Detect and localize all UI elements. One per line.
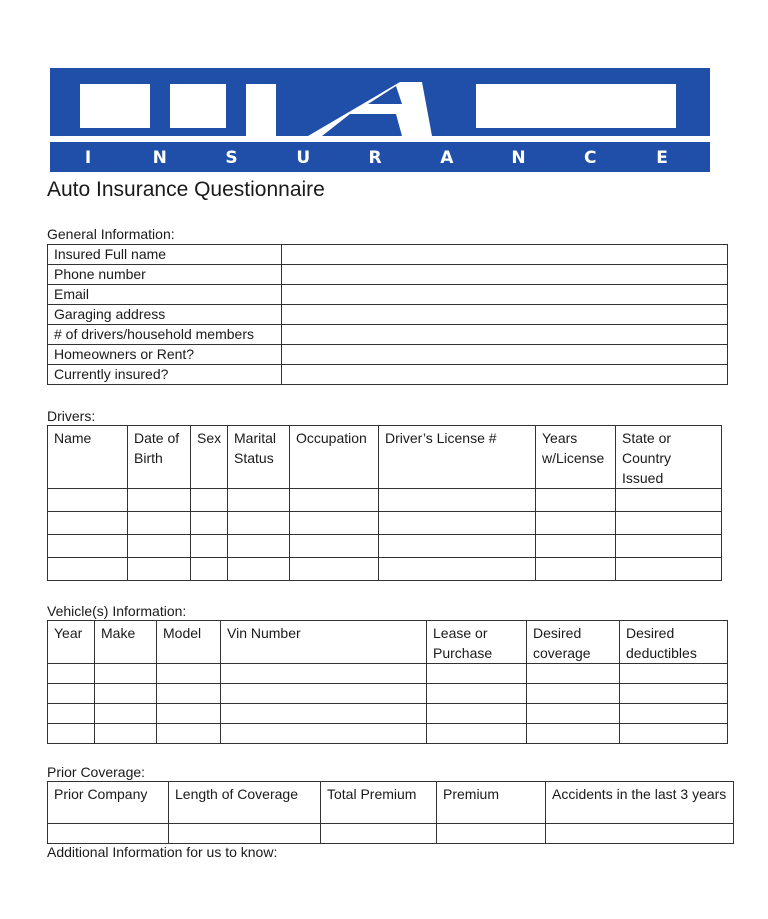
- vehicles-cell[interactable]: [157, 724, 221, 744]
- prior-cell[interactable]: [321, 824, 437, 844]
- general-info-table: [47, 244, 728, 385]
- vehicles-column-header: Vin Number: [221, 621, 427, 664]
- drivers-cell[interactable]: [290, 489, 379, 512]
- drivers-cell[interactable]: [616, 535, 722, 558]
- logo-tagline-letter: N: [511, 148, 526, 168]
- general-field-label: Email: [48, 285, 282, 305]
- drivers-cell[interactable]: [616, 558, 722, 581]
- drivers-cell[interactable]: [48, 558, 128, 581]
- vehicles-cell[interactable]: [221, 704, 427, 724]
- prior-row: [48, 824, 734, 844]
- vehicles-cell[interactable]: [427, 664, 527, 684]
- vehicles-cell[interactable]: [157, 704, 221, 724]
- vehicles-cell[interactable]: [527, 704, 620, 724]
- drivers-section-label: Drivers:: [47, 408, 96, 424]
- vehicles-cell[interactable]: [221, 684, 427, 704]
- general-row: [48, 365, 728, 385]
- drivers-column-header: Sex: [191, 426, 228, 489]
- vehicles-cell[interactable]: [527, 724, 620, 744]
- vehicles-cell[interactable]: [48, 724, 95, 744]
- vehicles-cell[interactable]: [48, 704, 95, 724]
- logo-tagline-letter: S: [225, 148, 238, 168]
- vehicles-row: [48, 664, 728, 684]
- drivers-cell[interactable]: [536, 512, 616, 535]
- drivers-cell[interactable]: [536, 489, 616, 512]
- drivers-cell[interactable]: [379, 512, 536, 535]
- vehicles-cell[interactable]: [221, 724, 427, 744]
- drivers-table: [47, 425, 722, 581]
- general-field-value[interactable]: [282, 245, 728, 265]
- drivers-cell[interactable]: [191, 489, 228, 512]
- vehicles-cell[interactable]: [48, 684, 95, 704]
- prior-column-header: Prior Company: [48, 782, 169, 824]
- prior-column-header: Premium: [437, 782, 546, 824]
- vehicles-cell[interactable]: [620, 664, 728, 684]
- drivers-cell[interactable]: [379, 489, 536, 512]
- drivers-cell[interactable]: [616, 512, 722, 535]
- vehicles-column-header: Lease or Purchase: [427, 621, 527, 664]
- general-field-value[interactable]: [282, 285, 728, 305]
- drivers-cell[interactable]: [128, 535, 191, 558]
- general-row: [48, 325, 728, 345]
- drivers-row: [48, 489, 722, 512]
- general-row: [48, 345, 728, 365]
- vehicles-cell[interactable]: [427, 724, 527, 744]
- vehicles-cell[interactable]: [221, 664, 427, 684]
- vehicles-cell[interactable]: [95, 724, 157, 744]
- general-row: [48, 265, 728, 285]
- drivers-cell[interactable]: [228, 535, 290, 558]
- vehicles-cell[interactable]: [95, 664, 157, 684]
- vehicles-column-header: Year: [48, 621, 95, 664]
- drivers-cell[interactable]: [128, 512, 191, 535]
- drivers-cell[interactable]: [536, 535, 616, 558]
- logo-tagline-letter: N: [152, 148, 167, 168]
- drivers-cell[interactable]: [128, 558, 191, 581]
- mad-insurance-logo: [50, 68, 710, 172]
- drivers-cell[interactable]: [48, 535, 128, 558]
- vehicles-row: [48, 724, 728, 744]
- vehicles-cell[interactable]: [620, 684, 728, 704]
- vehicles-row: [48, 704, 728, 724]
- prior-cell[interactable]: [48, 824, 169, 844]
- prior-cell[interactable]: [546, 824, 734, 844]
- general-field-label: # of drivers/household members: [48, 325, 282, 345]
- general-field-label: Insured Full name: [48, 245, 282, 265]
- vehicles-column-header: Desired coverage: [527, 621, 620, 664]
- vehicles-column-header: Make: [95, 621, 157, 664]
- drivers-column-header: Occupation: [290, 426, 379, 489]
- vehicles-row: [48, 684, 728, 704]
- drivers-cell[interactable]: [191, 558, 228, 581]
- prior-section-label: Prior Coverage:: [47, 764, 146, 780]
- drivers-cell[interactable]: [228, 512, 290, 535]
- prior-column-header: Accidents in the last 3 years: [546, 782, 734, 824]
- general-field-value[interactable]: [282, 365, 728, 385]
- drivers-cell[interactable]: [290, 512, 379, 535]
- logo-tagline-letter: A: [440, 148, 454, 168]
- general-field-value[interactable]: [282, 325, 728, 345]
- general-row: [48, 305, 728, 325]
- prior-column-header: Total Premium: [321, 782, 437, 824]
- drivers-cell[interactable]: [191, 535, 228, 558]
- vehicles-table: [47, 620, 728, 744]
- drivers-cell[interactable]: [290, 535, 379, 558]
- general-field-label: Phone number: [48, 265, 282, 285]
- drivers-cell[interactable]: [228, 558, 290, 581]
- drivers-cell[interactable]: [290, 558, 379, 581]
- prior-cell[interactable]: [169, 824, 321, 844]
- additional-info-label: Additional Information for us to know:: [47, 844, 278, 860]
- prior-coverage-table: [47, 781, 734, 844]
- logo-tagline-letter: U: [296, 148, 311, 168]
- general-field-label: Garaging address: [48, 305, 282, 325]
- vehicles-section-label: Vehicle(s) Information:: [47, 603, 187, 619]
- drivers-column-header: Name: [48, 426, 128, 489]
- drivers-cell[interactable]: [128, 489, 191, 512]
- drivers-row: [48, 535, 722, 558]
- drivers-row: [48, 558, 722, 581]
- drivers-cell[interactable]: [379, 535, 536, 558]
- drivers-cell[interactable]: [228, 489, 290, 512]
- drivers-column-header: Years w/License: [536, 426, 616, 489]
- drivers-column-header: State or Country Issued: [616, 426, 722, 489]
- logo-tagline-letter: C: [584, 148, 597, 168]
- general-field-value[interactable]: [282, 345, 728, 365]
- general-row: [48, 245, 728, 265]
- general-field-label: Currently insured?: [48, 365, 282, 385]
- drivers-cell[interactable]: [191, 512, 228, 535]
- vehicles-cell[interactable]: [427, 704, 527, 724]
- vehicles-cell[interactable]: [95, 704, 157, 724]
- general-field-label: Homeowners or Rent?: [48, 345, 282, 365]
- drivers-cell[interactable]: [379, 558, 536, 581]
- general-section-label: General Information:: [47, 226, 175, 242]
- drivers-column-header: Marital Status: [228, 426, 290, 489]
- general-field-value[interactable]: [282, 305, 728, 325]
- vehicles-cell[interactable]: [620, 704, 728, 724]
- vehicles-column-header: Desired deductibles: [620, 621, 728, 664]
- vehicles-cell[interactable]: [157, 684, 221, 704]
- vehicles-cell[interactable]: [157, 664, 221, 684]
- drivers-cell[interactable]: [48, 489, 128, 512]
- general-row: [48, 285, 728, 305]
- vehicles-cell[interactable]: [527, 664, 620, 684]
- vehicles-cell[interactable]: [95, 684, 157, 704]
- vehicles-cell[interactable]: [427, 684, 527, 704]
- drivers-column-header: Date of Birth: [128, 426, 191, 489]
- page-title: Auto Insurance Questionnaire: [47, 178, 325, 201]
- vehicles-cell[interactable]: [620, 724, 728, 744]
- general-field-value[interactable]: [282, 265, 728, 285]
- vehicles-cell[interactable]: [48, 664, 95, 684]
- vehicles-column-header: Model: [157, 621, 221, 664]
- logo-tagline-letter: I: [84, 148, 92, 168]
- drivers-cell[interactable]: [536, 558, 616, 581]
- drivers-column-header: Driver’s License #: [379, 426, 536, 489]
- drivers-row: [48, 512, 722, 535]
- logo-tagline-letter: E: [656, 148, 668, 168]
- vehicles-cell[interactable]: [527, 684, 620, 704]
- prior-column-header: Length of Coverage: [169, 782, 321, 824]
- drivers-cell[interactable]: [48, 512, 128, 535]
- drivers-cell[interactable]: [616, 489, 722, 512]
- logo-tagline-letter: R: [368, 148, 382, 168]
- prior-cell[interactable]: [437, 824, 546, 844]
